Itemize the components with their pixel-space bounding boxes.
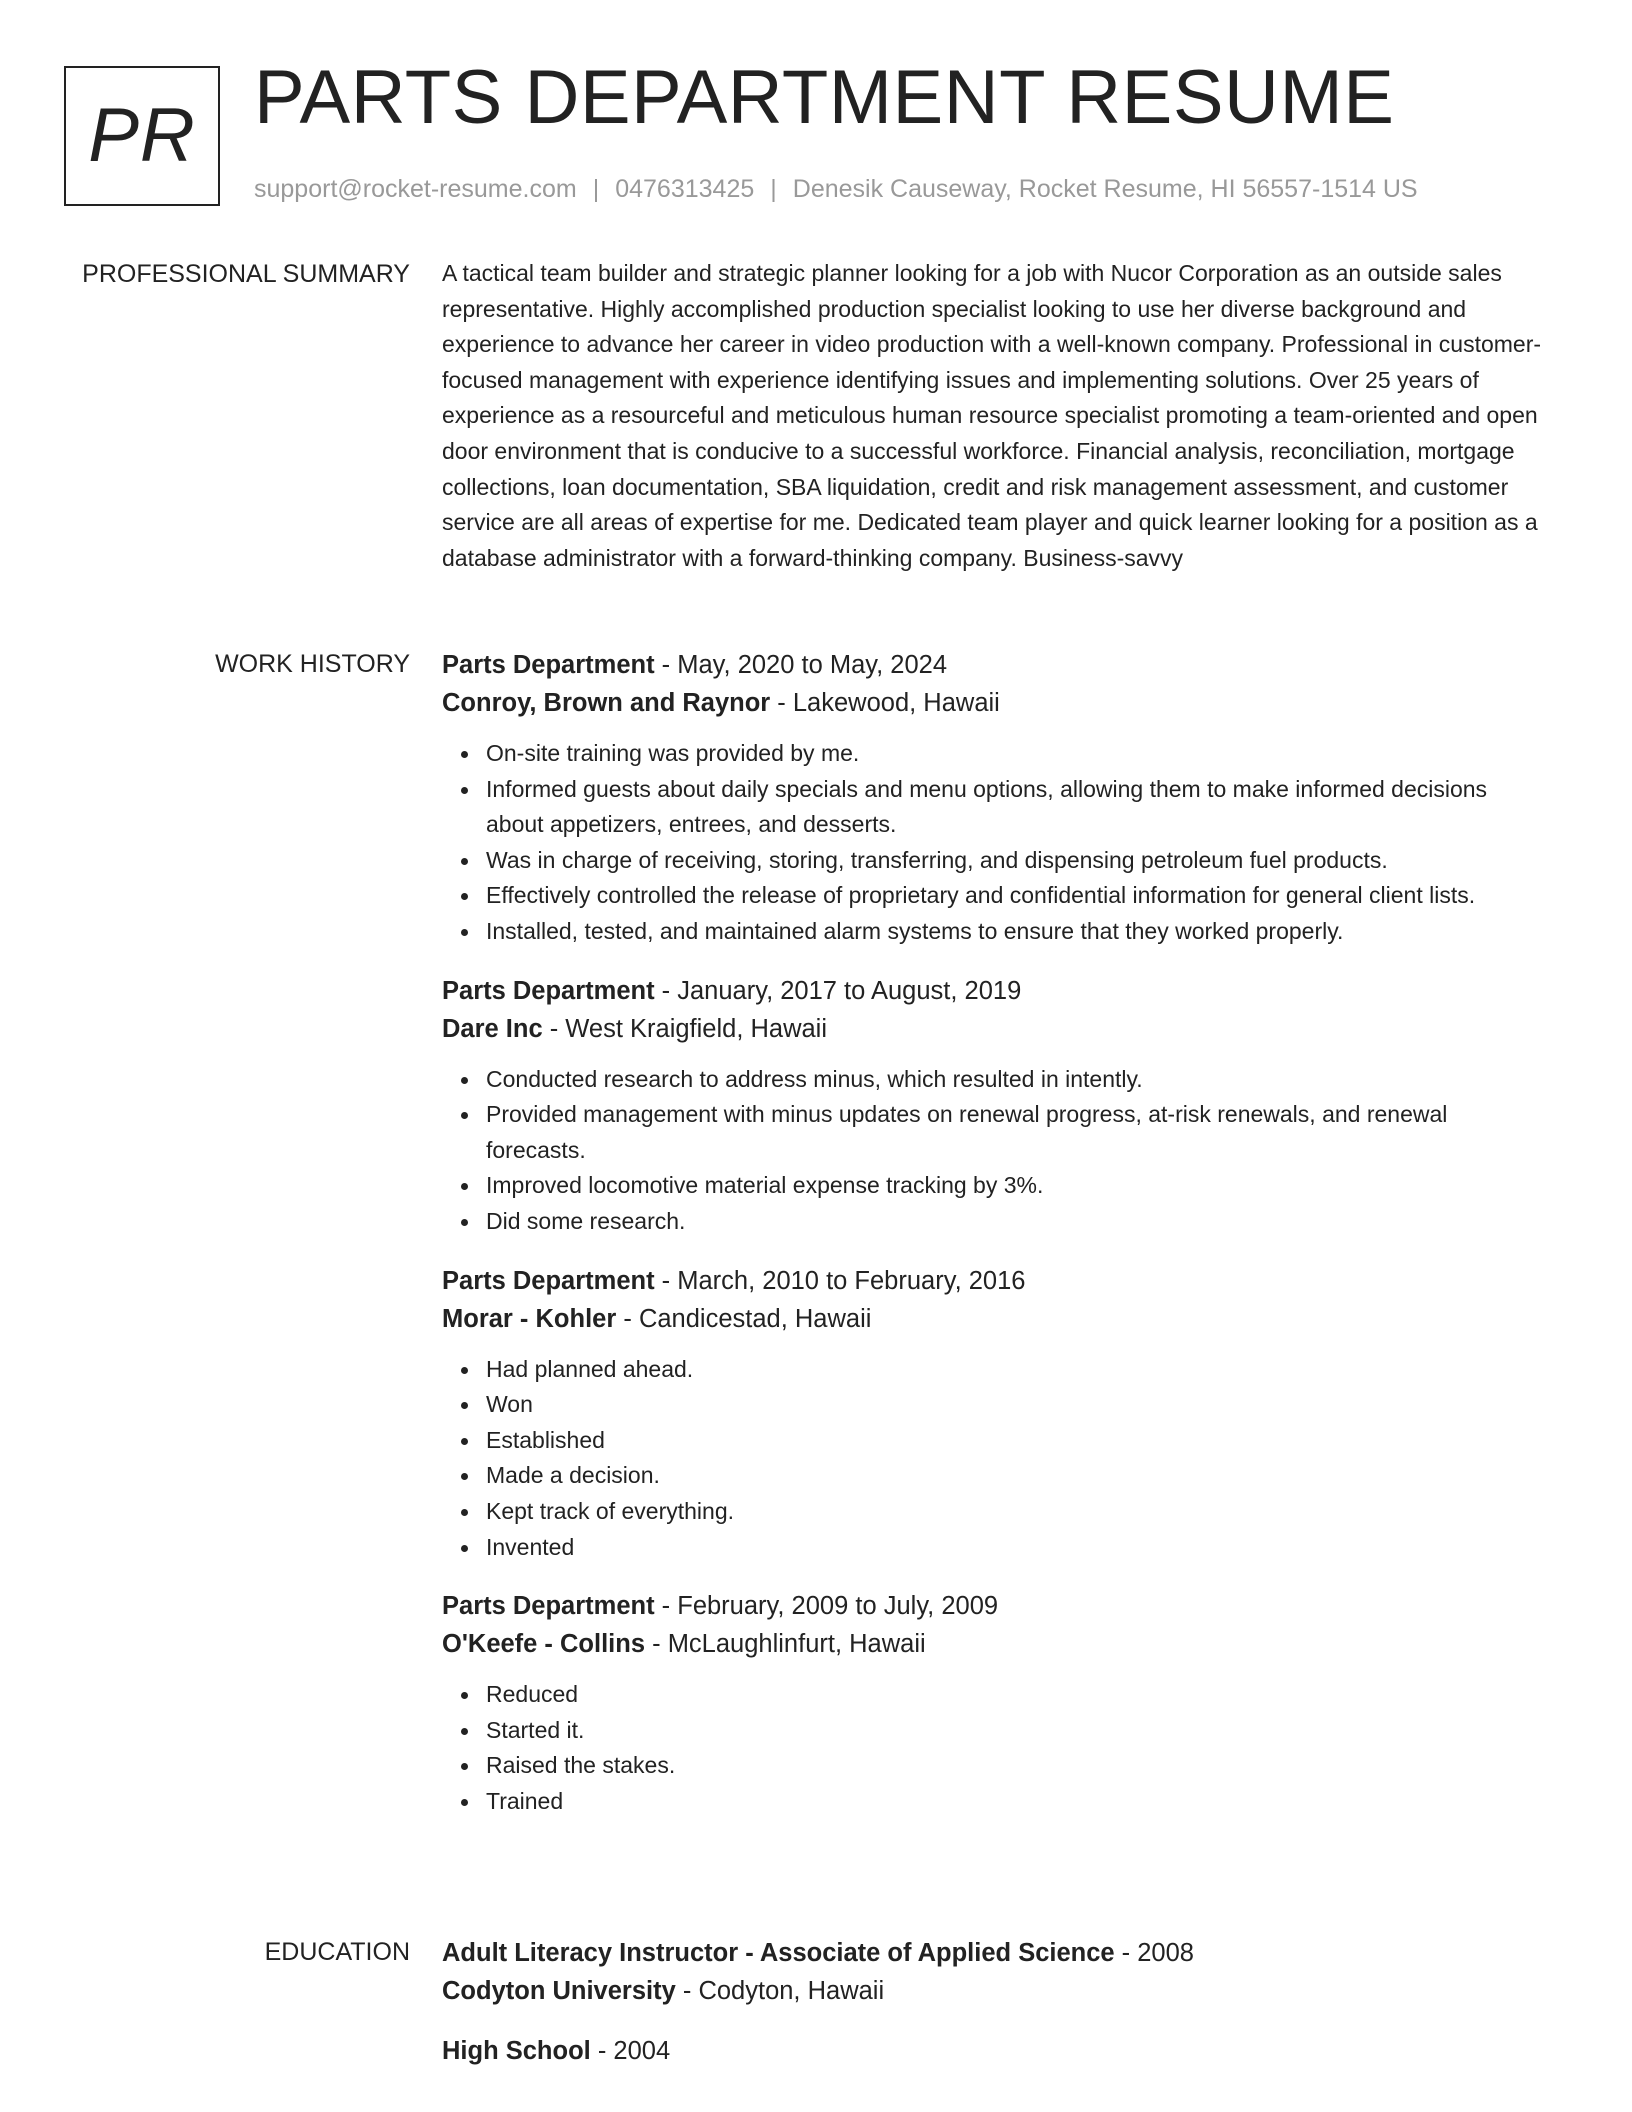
list-item: Conducted research to address minus, which resulted in intently. (486, 1062, 1547, 1098)
list-item: Was in charge of receiving, storing, transferring, and dispensing petroleum fuel products. (486, 843, 1547, 879)
education-degree-line (442, 1934, 1547, 1972)
education-heading: EDUCATION (264, 1938, 410, 1966)
education-body (442, 1934, 1547, 2092)
list-item: Kept track of everything. (486, 1494, 1547, 1530)
list-item: Effectively controlled the release of proprietary and confidential information for general client lists. (486, 878, 1547, 914)
job-dates: - May, 2020 to May, 2024 (654, 651, 948, 679)
list-item: Raised the stakes. (486, 1748, 1547, 1784)
list-item: Informed guests about daily specials and menu options, allowing them to make informed decisions about appetizers, entrees, and desserts. (486, 772, 1547, 843)
resume-title: PARTS DEPARTMENT RESUME (254, 55, 1395, 140)
education-entry (442, 2032, 1547, 2070)
job-bullets (442, 736, 1547, 950)
education-school: Codyton University (442, 1977, 676, 2005)
education-entry (442, 1934, 1547, 2010)
monogram-logo (64, 66, 220, 206)
job-title: Parts Department (442, 651, 655, 679)
job-title-line (442, 1587, 1547, 1625)
summary-text: A tactical team builder and strategic planner looking for a job with Nucor Corporation as an outside sales representative. Highly accomplished production specialist looking to use her diverse background and experience to advance her career in video production with a well-known company. Professional in customer-focused management with experience identifying issues and implementing solutions. Over 25 years of experience as a resourceful and meticulous human resource specialist promoting a team-oriented and open door environment that is conducive to a successful workforce. Financial analysis, reconciliation, mortgage collections, loan documentation, SBA liquidation, credit and risk management assessment, and customer service are all areas of expertise for me. Dedicated team player and quick learner looking for a position as a database administrator with a forward-thinking company. Business-savvy (442, 260, 1542, 571)
contact-separator: | (592, 175, 600, 203)
contact-email[interactable]: support@rocket-resume.com (254, 175, 577, 203)
list-item: Had planned ahead. (486, 1352, 1547, 1388)
job-title: Parts Department (442, 976, 655, 1005)
job-bullets (442, 1352, 1547, 1566)
list-item: Established (486, 1423, 1547, 1459)
job-company-line (442, 1300, 1547, 1338)
job-company: Dare Inc (442, 1014, 543, 1043)
list-item: Won (486, 1387, 1547, 1423)
job-title-line (442, 646, 1547, 684)
summary-body (442, 256, 1547, 576)
list-item: Improved locomotive material expense tracking by 3%. (486, 1168, 1547, 1204)
education-year: - 2004 (590, 2037, 671, 2065)
job-entry (442, 972, 1547, 1240)
job-company: Morar - Kohler (442, 1304, 617, 1333)
contact-phone[interactable]: 0476313425 (615, 175, 755, 203)
list-item: Provided management with minus updates on renewal progress, at-risk renewals, and renewal forecasts. (486, 1097, 1547, 1168)
contact-line (254, 174, 1418, 204)
contact-separator: | (770, 175, 777, 203)
job-location: - McLaughlinfurt, Hawaii (645, 1630, 926, 1659)
job-title: Parts Department (442, 1592, 655, 1621)
education-location: - Codyton, Hawaii (675, 1977, 885, 2005)
monogram-initials: PR (88, 93, 196, 178)
job-entry (442, 1262, 1547, 1566)
list-item: Reduced (486, 1677, 1547, 1713)
education-degree: Adult Literacy Instructor - Associate of Applied Science (442, 1939, 1115, 1967)
job-bullets (442, 1062, 1547, 1240)
list-item: Trained (486, 1784, 1547, 1820)
job-dates: - March, 2010 to February, 2016 (654, 1266, 1026, 1295)
education-degree: High School (442, 2037, 591, 2065)
job-title-line (442, 972, 1547, 1010)
job-entry (442, 646, 1547, 950)
job-title-line (442, 1262, 1547, 1300)
list-item: Did some research. (486, 1204, 1547, 1240)
job-company-line (442, 1625, 1547, 1663)
job-title: Parts Department (442, 1266, 655, 1295)
job-company: O'Keefe - Collins (442, 1630, 646, 1659)
list-item: Invented (486, 1530, 1547, 1566)
education-year: - 2008 (1114, 1939, 1194, 1967)
job-company-line (442, 684, 1547, 722)
list-item: On-site training was provided by me. (486, 736, 1547, 772)
list-item: Installed, tested, and maintained alarm systems to ensure that they worked properly. (486, 914, 1547, 950)
job-dates: - February, 2009 to July, 2009 (654, 1592, 999, 1621)
work-history-body (442, 646, 1547, 1841)
education-school-line (442, 1972, 1547, 2010)
education-degree-line (442, 2032, 1547, 2070)
work-history-heading: WORK HISTORY (215, 650, 410, 678)
job-entry (442, 1587, 1547, 1819)
job-location: - Candicestad, Hawaii (616, 1304, 872, 1333)
job-bullets (442, 1677, 1547, 1819)
job-company: Conroy, Brown and Raynor (442, 689, 771, 717)
contact-address: Denesik Causeway, Rocket Resume, HI 56557-1514 US (792, 175, 1418, 203)
summary-heading: PROFESSIONAL SUMMARY (82, 260, 410, 288)
job-location: - West Kraigfield, Hawaii (542, 1014, 828, 1043)
list-item: Started it. (486, 1713, 1547, 1749)
list-item: Made a decision. (486, 1458, 1547, 1494)
job-company-line (442, 1010, 1547, 1048)
job-location: - Lakewood, Hawaii (770, 689, 1000, 717)
job-dates: - January, 2017 to August, 2019 (654, 976, 1022, 1005)
